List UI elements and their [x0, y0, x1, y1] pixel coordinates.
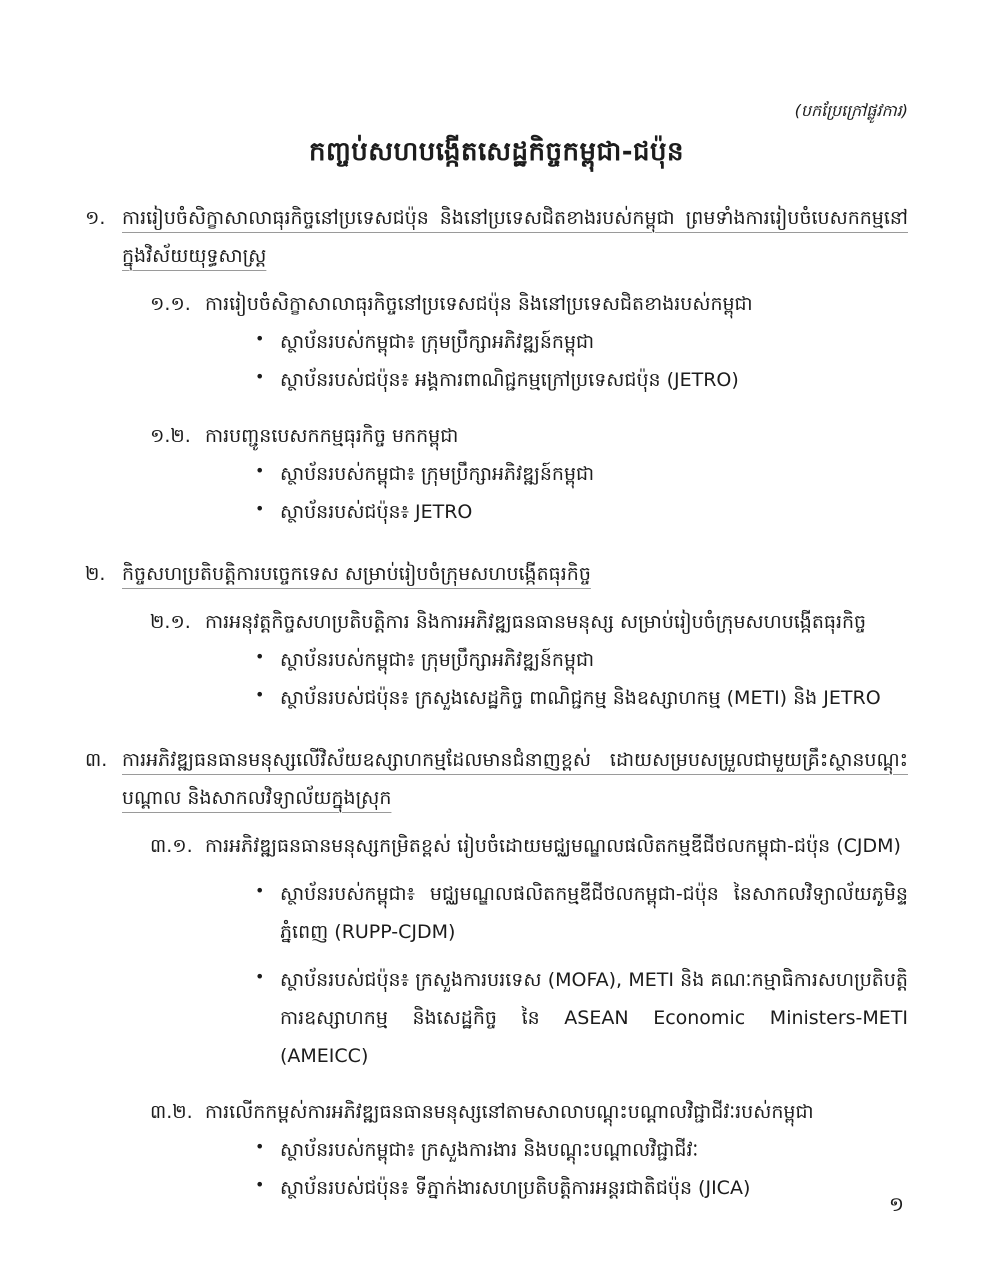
- subsection-number: ១.២.: [150, 424, 191, 447]
- section-number: ១.: [85, 206, 106, 229]
- bullet-text: ស្ថាប័នរបស់កម្ពុជា៖ ក្រសួងការងារ និងបណ្តុះបណ្តាលវិជ្ជាជីវៈ: [280, 1138, 699, 1161]
- section-heading: [85, 741, 908, 817]
- subsection-title: [150, 827, 908, 865]
- section-3: [85, 741, 908, 1207]
- subsection-title-text: ការអនុវត្តកិច្ចសហប្រតិបត្តិការ និងការអភិវឌ្ឍធនធានមនុស្ស សម្រាប់រៀបចំក្រុមសហបង្កើតធុរកិច្ច: [205, 610, 867, 633]
- translation-note: (បកប្រែក្រៅផ្លូវការ): [794, 101, 908, 120]
- bullet-icon: •: [255, 880, 265, 900]
- subsection-title: [150, 1093, 908, 1131]
- section-heading: [85, 199, 908, 275]
- bullet-text: ស្ថាប័នរបស់ជប៉ុន៖ JETRO: [280, 500, 473, 523]
- bullet-text: ស្ថាប័នរបស់កម្ពុជា៖ ក្រុមប្រឹក្សាអភិវឌ្ឍន៍កម្ពុជា: [280, 648, 595, 671]
- section-heading-text: កិច្ចសហប្រតិបត្តិការបច្ចេកទេស សម្រាប់រៀបចំក្រុមសហបង្កើតធុរកិច្ច: [122, 562, 591, 585]
- bullet-icon: •: [255, 1136, 265, 1156]
- bullet-text: ស្ថាប័នរបស់ជប៉ុន៖ អង្គការពាណិជ្ជកម្មក្រៅប្រទេសជប៉ុន (JETRO): [280, 368, 739, 391]
- bullet-item: [255, 679, 908, 717]
- bullet-text: ស្ថាប័នរបស់កម្ពុជា៖ ក្រុមប្រឹក្សាអភិវឌ្ឍន៍កម្ពុជា: [280, 330, 595, 353]
- bullet-icon: •: [255, 460, 265, 480]
- bullet-text: ស្ថាប័នរបស់ជប៉ុន៖ ក្រសួងសេដ្ឋកិច្ច ពាណិជ្ជកម្ម និងឧស្សាហកម្ម (METI) និង JETRO: [280, 686, 881, 709]
- bullet-item: [255, 1169, 908, 1207]
- bullet-text: ស្ថាប័នរបស់កម្ពុជា៖ មជ្ឈមណ្ឌលផលិតកម្មឌីជីថលកម្ពុជា-ជប៉ុន នៃសាកលវិទ្យាល័យភូមិន្ទភ្នំពេញ (RUPP-CJDM): [280, 882, 908, 943]
- subsection-3-2: [150, 1093, 908, 1207]
- bullet-item: [255, 641, 908, 679]
- bullet-item: [255, 875, 908, 951]
- subsection-number: ៣.១.: [150, 834, 193, 857]
- bullet-icon: •: [255, 646, 265, 666]
- section-number: ២.: [85, 562, 106, 585]
- bullet-item: [255, 455, 908, 493]
- subsection-title-text: ការលើកកម្ពស់ការអភិវឌ្ឍធនធានមនុស្សនៅតាមសាលាបណ្តុះបណ្តាលវិជ្ជាជីវៈរបស់កម្ពុជា: [205, 1100, 814, 1123]
- section-heading-text: ការរៀបចំសិក្ខាសាលាធុរកិច្ចនៅប្រទេសជប៉ុន និងនៅប្រទេសជិតខាងរបស់កម្ពុជា ព្រមទាំងការរៀបចំបេសកកម្មនៅក្នុងវិស័យយុទ្ធសាស្ត្រ: [122, 206, 908, 267]
- section-heading: [85, 555, 908, 593]
- subsection-title: [150, 417, 908, 455]
- subsection-1-1: [150, 285, 908, 399]
- bullet-icon: •: [255, 366, 265, 386]
- subsection-number: ៣.២.: [150, 1100, 193, 1123]
- bullet-text: ស្ថាប័នរបស់ជប៉ុន៖ ទីភ្នាក់ងារសហប្រតិបត្តិការអន្តរជាតិជប៉ុន (JICA): [280, 1176, 751, 1199]
- bullet-item: [255, 1131, 908, 1169]
- bullet-icon: •: [255, 966, 265, 986]
- section-2: [85, 555, 908, 717]
- subsection-number: ១.១.: [150, 292, 191, 315]
- subsection-title-text: ការបញ្ជូនបេសកកម្មធុរកិច្ច មកកម្ពុជា: [205, 424, 459, 447]
- subsection-title-text: ការអភិវឌ្ឍធនធានមនុស្សកម្រិតខ្ពស់ រៀបចំដោយមជ្ឈមណ្ឌលផលិតកម្មឌីជីថលកម្ពុជា-ជប៉ុន (CJDM): [205, 834, 901, 857]
- bullet-text: ស្ថាប័នរបស់ជប៉ុន៖ ក្រសួងការបរទេស (MOFA), METI និង គណៈកម្មាធិការសហប្រតិបត្តិការឧស្សាហកម្ម និងសេដ្ឋកិច្ច នៃ ASEAN Economic Ministers-METI (AMEICC): [280, 968, 908, 1067]
- section-1: [85, 199, 908, 531]
- subsection-title: [150, 285, 908, 323]
- bullet-icon: •: [255, 498, 265, 518]
- document-title: កញ្ចប់សហបង្កើតសេដ្ឋកិច្ចកម្ពុជា-ជប៉ុន: [308, 137, 685, 168]
- bullet-item: [255, 961, 908, 1075]
- subsection-title-text: ការរៀបចំសិក្ខាសាលាធុរកិច្ចនៅប្រទេសជប៉ុន និងនៅប្រទេសជិតខាងរបស់កម្ពុជា: [205, 292, 753, 315]
- bullet-item: [255, 323, 908, 361]
- subsection-2-1: [150, 603, 908, 717]
- bullet-item: [255, 361, 908, 399]
- subsection-1-2: [150, 417, 908, 531]
- section-number: ៣.: [85, 748, 108, 771]
- bullet-icon: •: [255, 1174, 265, 1194]
- section-heading-text: ការអភិវឌ្ឍធនធានមនុស្សលើវិស័យឧស្សាហកម្មដែលមានជំនាញខ្ពស់ ដោយសម្របសម្រួលជាមួយគ្រឹះស្ថានបណ្តុះបណ្តាល និងសាកលវិទ្យាល័យក្នុងស្រុក: [122, 748, 908, 809]
- bullet-text: ស្ថាប័នរបស់កម្ពុជា៖ ក្រុមប្រឹក្សាអភិវឌ្ឍន៍កម្ពុជា: [280, 462, 595, 485]
- subsection-3-1: [150, 827, 908, 1075]
- page-number: ១: [888, 1192, 904, 1216]
- bullet-item: [255, 493, 908, 531]
- subsection-title: [150, 603, 908, 641]
- bullet-icon: •: [255, 328, 265, 348]
- bullet-icon: •: [255, 684, 265, 704]
- subsection-number: ២.១.: [150, 610, 191, 633]
